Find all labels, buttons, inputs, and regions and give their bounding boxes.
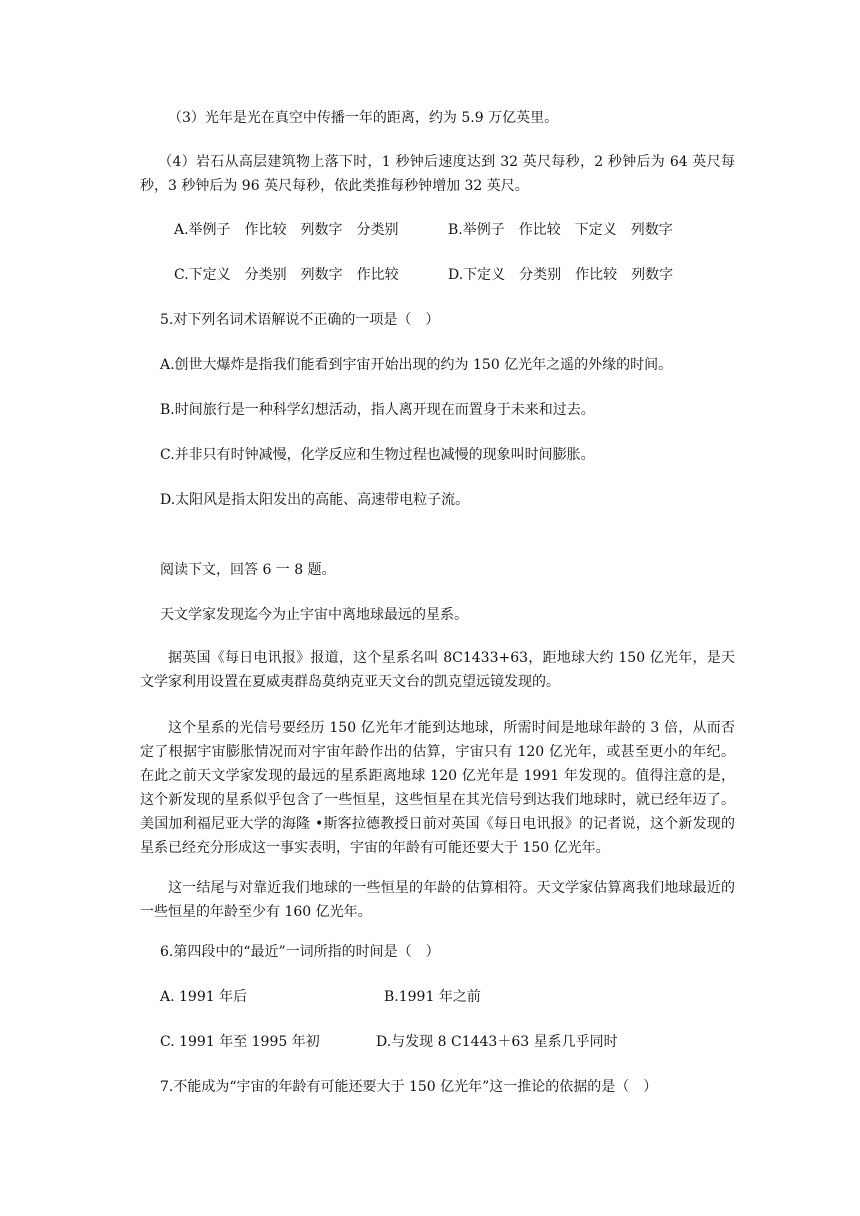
q5-stem: 5.对下列名词术语解说不正确的一项是（ ） — [160, 312, 440, 328]
q4-option-a: A.举例子 作比较 列数字 分类别 — [174, 222, 399, 238]
q5-option-c: C.并非只有时钟减慢，化学反应和生物过程也减慢的现象叫时间膨胀。 — [160, 447, 595, 463]
reading-intro: 阅读下文，回答 6 一 8 题。 — [160, 562, 336, 578]
q6-option-c: C. 1991 年至 1995 年初 — [160, 1034, 320, 1050]
q4-option-c: C.下定义 分类别 列数字 作比较 — [174, 267, 399, 283]
item-4-paragraph: （4）岩石从高层建筑物上落下时，1 秒钟后速度达到 32 英尺每秒，2 秒钟后为 64 英尺每秒，3 秒钟后为 96 英尺每秒，依此类推每秒钟增加 32 英尺。 — [140, 154, 735, 194]
q7-stem: 7.不能成为“宇宙的年龄有可能还要大于 150 亿光年”这一推论的依据的是（ ） — [160, 1079, 658, 1095]
q5-option-d: D.太阳风是指太阳发出的高能、高速带电粒子流。 — [160, 492, 470, 508]
q4-option-d: D.下定义 分类别 作比较 列数字 — [448, 267, 674, 283]
q4-option-b: B.举例子 作比较 下定义 列数字 — [448, 222, 673, 238]
q6-stem: 6.第四段中的“最近”一词所指的时间是（ ） — [160, 944, 440, 960]
article-paragraph-3: 这一结尾与对靠近我们地球的一些恒星的年龄的估算相符。天文学家估算离我们地球最近的一些恒星的年龄至少有 160 亿光年。 — [140, 880, 735, 920]
q6-option-a: A. 1991 年后 — [160, 989, 248, 1005]
q6-option-d: D.与发现 8 C1443＋63 星系几乎同时 — [376, 1034, 618, 1050]
item-3-text: （3）光年是光在真空中传播一年的距离，约为 5.9 万亿英里。 — [168, 110, 559, 126]
q6-option-b: B.1991 年之前 — [384, 989, 481, 1005]
q5-option-a: A.创世大爆炸是指我们能看到宇宙开始出现的约为 150 亿光年之遥的外缘的时间。 — [160, 357, 673, 373]
q5-option-b: B.时间旅行是一种科学幻想活动，指人离开现在而置身于未来和过去。 — [160, 402, 595, 418]
article-paragraph-1: 据英国《每日电讯报》报道，这个星系名叫 8C1433+63，距地球大约 150 亿光年，是天文学家利用设置在夏威夷群岛莫纳克亚天文台的凯克望远镜发现的。 — [140, 650, 735, 690]
article-title: 天文学家发现迄今为止宇宙中离地球最远的星系。 — [160, 607, 468, 623]
article-paragraph-2: 这个星系的光信号要经历 150 亿光年才能到达地球，所需时间是地球年龄的 3 倍，从而否定了根据宇宙膨胀情况而对宇宙年龄作出的估算，宇宙只有 120 亿光年，或甚至更小的年纪。在此之前天文学家发现的最远的星系距离地球 120 亿光年是 1991 年发现的。值得注意的是，这个新发现的星系似乎包含了一些恒星，这些恒星在其光信号到达我们地球时，就已经年迈了。美国加利福尼亚大学的海隆 •斯客拉德教授日前对英国《每日电讯报》的记者说，这个新发现的星系已经充分形成这一事实表明，宇宙的年龄有可能还要大于 150 亿光年。 — [140, 720, 735, 856]
